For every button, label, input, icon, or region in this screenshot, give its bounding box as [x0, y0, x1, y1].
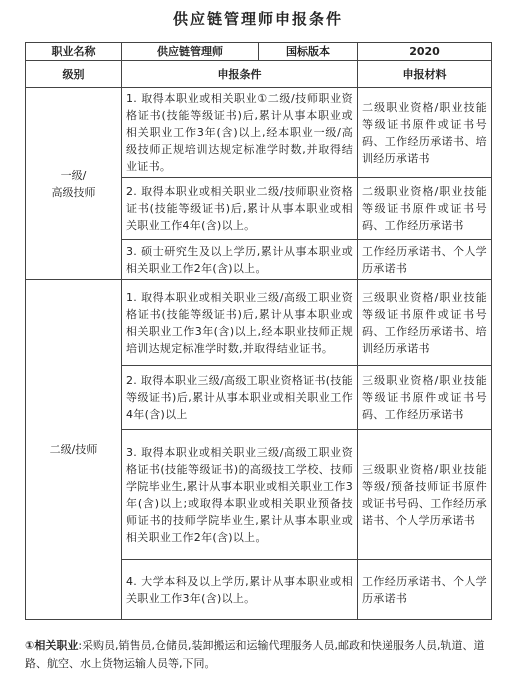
- version-label: 国标版本: [258, 43, 357, 60]
- requirements-table: [25, 42, 492, 620]
- level-cell: [26, 88, 122, 280]
- level-label: 一级/ 高级技师: [51, 168, 96, 199]
- footnote-label: ①相关职业: [25, 639, 79, 652]
- level-label: 二级/技师: [49, 443, 98, 456]
- condition-cell: 2. 取得本职业或相关职业二级/技师职业资格证书(技能等级证书)后,累计从事本职业或相关职业工作4年(含)以上。: [122, 178, 358, 240]
- footnote-text: :采购员,销售员,仓储员,装卸搬运和运输代理服务人员,邮政和快递服务人员,轨道、道路、航空、水上货物运输人员等,下同。: [25, 639, 485, 670]
- occupation-label: 职业名称: [26, 43, 122, 61]
- material-cell: 三级职业资格/职业技能等级/预备技师证书原件或证书号码、工作经历承诺书、个人学历承诺书: [358, 430, 492, 560]
- occupation-value-cell: [122, 43, 358, 61]
- table-row: [26, 280, 492, 366]
- version-value: 2020: [358, 43, 492, 61]
- material-cell: 二级职业资格/职业技能等级证书原件或证书号码、工作经历承诺书: [358, 178, 492, 240]
- column-header-row: [26, 61, 492, 88]
- level-cell: [26, 280, 122, 620]
- material-cell: 工作经历承诺书、个人学历承诺书: [358, 240, 492, 280]
- header-row: [26, 43, 492, 61]
- condition-cell: 1. 取得本职业或相关职业①二级/技师职业资格证书(技能等级证书)后,累计从事本职业或相关职业工作3年(含)以上,经本职业一级/高级技师正规培训达规定标准学时数,并取得结业证书。: [122, 88, 358, 178]
- material-cell: 三级职业资格/职业技能等级证书原件或证书号码、工作经历承诺书、培训经历承诺书: [358, 280, 492, 366]
- condition-cell: 3. 硕士研究生及以上学历,累计从事本职业或相关职业工作2年(含)以上。: [122, 240, 358, 280]
- level-column-header: 级别: [26, 61, 122, 88]
- table-row: [26, 88, 492, 178]
- condition-cell: 1. 取得本职业或相关职业三级/高级工职业资格证书(技能等级证书)后,累计从事本职业或相关职业工作3年(含)以上,经本职业技师正规培训达规定标准学时数,并取得结业证书。: [122, 280, 358, 366]
- condition-cell: 4. 大学本科及以上学历,累计从事本职业或相关职业工作3年(含)以上。: [122, 560, 358, 620]
- footnote: [25, 637, 491, 673]
- document-title: 供应链管理师申报条件: [172, 10, 343, 28]
- material-cell: 三级职业资格/职业技能等级证书原件或证书号码、工作经历承诺书: [358, 366, 492, 430]
- material-cell: 二级职业资格/职业技能等级证书原件或证书号码、工作经历承诺书、培训经历承诺书: [358, 88, 492, 178]
- materials-column-header: 申报材料: [358, 61, 492, 88]
- occupation-value: 供应链管理师: [157, 45, 223, 58]
- conditions-column-header: 申报条件: [122, 61, 358, 88]
- condition-cell: 2. 取得本职业三级/高级工职业资格证书(技能等级证书)后,累计从事本职业或相关职业工作4年(含)以上: [122, 366, 358, 430]
- condition-cell: 3. 取得本职业或相关职业三级/高级工职业资格证书(技能等级证书)的高级技工学校、技师学院毕业生,累计从事本职业或相关职业工作3年(含)以上;或取得本职业或相关职业预备技师证书的技师学院毕业生,累计从事本职业或相关职业工作2年(含)以上。: [122, 430, 358, 560]
- material-cell: 工作经历承诺书、个人学历承诺书: [358, 560, 492, 620]
